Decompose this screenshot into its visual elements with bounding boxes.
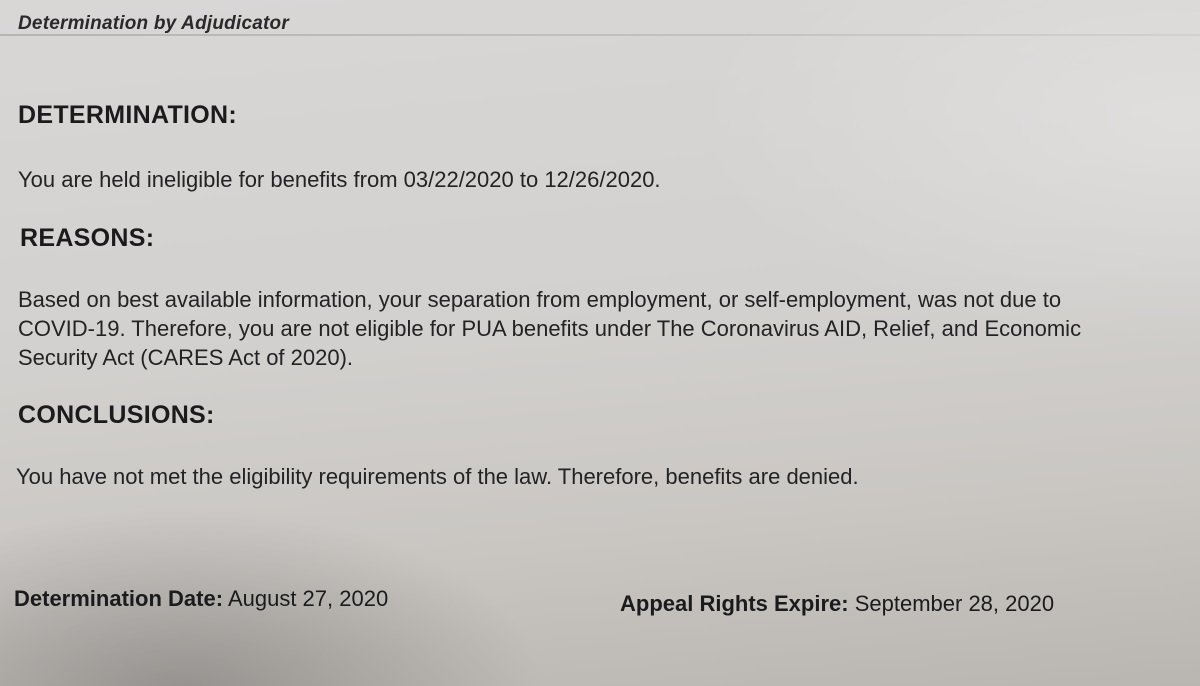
conclusions-text: You have not met the eligibility requirements of the law. Therefore, benefits are denied.: [16, 464, 859, 489]
determination-date-label: Determination Date:: [14, 586, 224, 611]
appeal-rights-label: Appeal Rights Expire:: [620, 591, 849, 616]
reasons-line-2: COVID-19. Therefore, you are not eligible for PUA benefits under The Coronavirus AID, Relief, and Economic: [18, 316, 1082, 341]
reasons-heading: REASONS:: [20, 224, 155, 252]
determination-date-value: August 27, 2020: [227, 586, 389, 611]
paper-fold-line: [0, 34, 1200, 36]
determination-heading: DETERMINATION:: [18, 101, 237, 129]
reasons-line-3: Security Act (CARES Act of 2020).: [18, 345, 354, 370]
appeal-rights-expire: [620, 591, 1054, 617]
determination-text: You are held ineligible for benefits from 03/22/2020 to 12/26/2020.: [18, 167, 661, 192]
conclusions-heading: CONCLUSIONS:: [18, 401, 215, 429]
determination-date: [14, 586, 388, 612]
reasons-line-1: Based on best available information, your separation from employment, or self-employment, was not due to: [18, 287, 1062, 312]
appeal-rights-date: September 28, 2020: [854, 591, 1055, 616]
document-header-title: Determination by Adjudicator: [18, 13, 289, 34]
